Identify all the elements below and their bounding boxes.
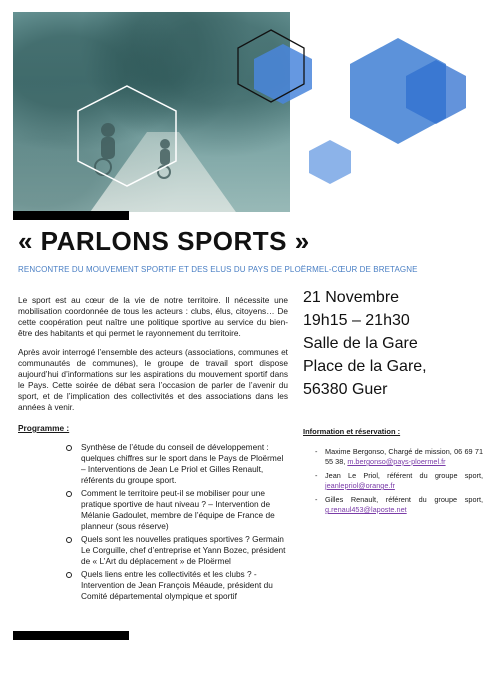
contact-item [303,447,483,467]
programme-item: Quels liens entre les collectivités et les clubs ? - Intervention de Jean François Méaude, président du Comité départemental olympique et sportif [66,569,288,602]
contact-text: Gilles Renault, référent du groupe sport, [325,495,483,504]
event-city: 56380 Guer [303,381,388,398]
info-heading: Information et réservation : [303,427,401,436]
top-black-bar [13,211,129,220]
event-venue: Salle de la Gare [303,335,418,352]
intro-paragraph: Le sport est au cœur de la vie de notre territoire. Il nécessite une mobilisation coordonnée de tous les acteurs : clubs, élus, citoyens… De cette coopération peut naître une politique sportive au service du bien-être des habitants et qui permet le rayonnement du territoire. [18,295,288,338]
event-details [303,286,493,401]
programme-item: Comment le territoire peut-il se mobiliser pour une pratique sportive de haut niveau ? – Intervention de Mélanie Gadoulet, membre de l’équipe de France de planneur (sous réserve) [66,488,288,532]
contact-item [303,495,483,515]
contact-email-link[interactable]: m.bergonso@pays-ploermel.fr [347,457,446,466]
programme-item: Quels sont les nouvelles pratiques sportives ? Germain Le Corguille, chef d’entreprise et Yann Bozec, président de « L’Art du déplacement » de Ploërmel [66,534,288,567]
hexagon-outline-white [78,86,176,186]
contact-text: Maxime Bergonso, Chargé de mission, 06 69 71 55 38, [325,447,483,466]
bottom-black-bar [13,631,129,640]
hexagon-blue-lower [309,140,351,184]
programme-heading: Programme : [18,423,70,433]
contact-email-link[interactable]: jeanlepriol@orange.fr [325,481,395,490]
contact-item [303,471,483,491]
contact-text: Jean Le Priol, référent du groupe sport, [325,471,483,480]
page-subtitle: RENCONTRE DU MOUVEMENT SPORTIF ET DES ELUS DU PAYS DE PLOËRMEL-CŒUR DE BRETAGNE [18,265,418,274]
page-title: « PARLONS SPORTS » [18,226,310,256]
intro-paragraph: Après avoir interrogé l’ensemble des acteurs (associations, communes et communautés de communes), le groupe de travail sport dispose aujourd’hui d’informations sur les aspirations du mouvement sportif dans le Pays. Cette soirée de débat sera l’occasion de parler de l’avenir du sport, et de l’implication des collectivités et des associations dans les années à venir. [18,347,288,412]
right-column [303,286,493,519]
contact-email-link[interactable]: g.renaul453@laposte.net [325,505,407,514]
programme-item: Synthèse de l’étude du conseil de développement : quelques chiffres sur le sport dans le Pays de Ploërmel – Interventions de Jean Le Priol et Gilles Renault, référents du groupe sport. [66,442,288,486]
event-date: 21 Novembre [303,289,400,306]
hexagon-decoration [0,0,494,230]
event-time: 19h15 – 21h30 [303,312,410,329]
event-address: Place de la Gare, [303,358,427,375]
left-column [18,295,288,604]
programme-list [18,442,288,602]
info-section [303,427,493,515]
